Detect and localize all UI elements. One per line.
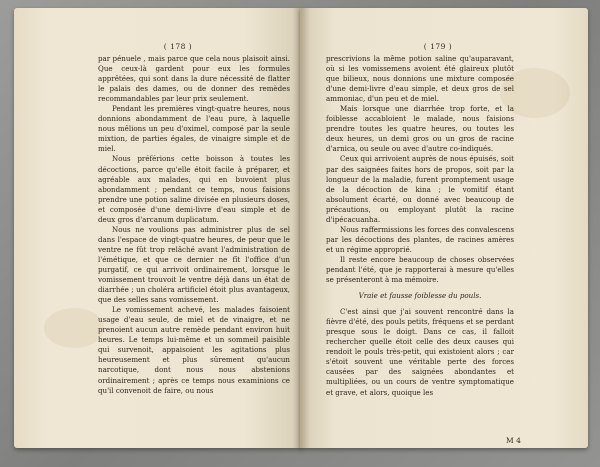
paragraph: Ceux qui arrivoient auprès de nous épuisés, soit par des saignées faites hors de propos, soit par la longueur de la maladie, furent promptement usage de la décoction de kina ; le vomitif étant absolument écarté, ou donné avec beaucoup de précautions, ou employant plutôt la racine d'ipécacuanha. bbox=[326, 154, 514, 224]
signature-mark: M 4 bbox=[506, 436, 521, 445]
section-title: Vraie et fausse foiblesse du pouls. bbox=[358, 291, 482, 301]
paragraph: C'est ainsi que j'ai souvent rencontré dans la fièvre d'été, des pouls petits, fréquens et se perdant presque sous le doigt. Dans ce cas, il falloit rechercher quelle étoit celle des deux causes qui rendoit le pouls très-petit, qui existoient alors ; car s'étoit souvent une véritable perte des forces causées par des saignées abondantes et multipliées, ou un cours de ventre symptomatique et grave, et alors, quoique les bbox=[326, 307, 514, 397]
paragraph: Nous raffermissions les forces des convalescens par les décoctions des plantes, de racines amères et un régime approprié. bbox=[326, 224, 514, 254]
right-page-text bbox=[326, 54, 514, 398]
paragraph: Mais lorsque une diarrhée trop forte, et la foiblesse accabloient le malade, nous faisions prendre toutes les quatre heures, ou toutes les deux heures, un demi gros ou un gros de racine d'arnica, ou seule ou avec d'autre co-indiqués. bbox=[326, 104, 514, 154]
paragraph: par pénuele , mais parce que cela nous plaisoit ainsi. Que ceux-là gardent pour eux les formules apprêtées, qui sont dans la dure nécessité de flatter le palais des dames, ou de donner des remèdes recommandables par leur prix seulement. bbox=[98, 54, 290, 104]
left-page-text bbox=[98, 54, 290, 396]
paragraph: Il reste encore beaucoup de choses observées pendant l'été, que je rapporterai à mesure qu'elles se présenteront à ma mémoire. bbox=[326, 254, 514, 285]
paragraph: Pendant les premières vingt-quatre heures, nous donnions abondamment de l'eau pure, à laquelle nous mêlions un peu d'oximel, composé par la seule mixtion, de parties égales, de vinaigre simple et de miel. bbox=[98, 104, 290, 154]
left-page bbox=[14, 8, 302, 448]
paragraph: Nous ne voulions pas administrer plus de sel dans l'espace de vingt-quatre heures, de peur que le ventre ne fût trop relâché avant l'administration de l'émétique, et que ce dernier ne fît l'office d'un purgatif, ce qui arrivoit ordinairement, lorsque le vomissement trouvoit le ventre déjà dans un état de diarrhée ; un choléra artificiel étoit plus avantageux, que des selles sans vomissement. bbox=[98, 224, 290, 305]
paragraph: prescrivions la même potion saline qu'auparavant, où si les vomissemens avoient été glaireux plutôt que bilieux, nous donnions une mixture composée d'une demi-livre d'eau simple, et deux gros de sel ammoniac, d'un peu et de miel. bbox=[326, 54, 514, 104]
right-page bbox=[300, 8, 588, 448]
right-page-number: ( 179 ) bbox=[423, 42, 453, 51]
open-book bbox=[14, 8, 586, 454]
paragraph: Le vomissement achevé, les malades faisoient usage d'eau seule, de miel et de vinaigre, et ne prenoient aucun autre remède pendant environ huit heures. Le temps lui-même et un sommeil paisible qui survenoit, appaisoient les agitations plus heureusement et plus sûrement qu'aucun narcotique, dont nous nous abstenions ordinairement ; après ce temps nous examinions ce qu'il convenoit de faire, ou nous bbox=[98, 305, 290, 395]
paragraph: Nous préférions cette boisson à toutes les décoctions, parce qu'elle étoit facile à préparer, et agréable aux malades, qui en buvoient plus abondamment ; pendant ce temps, nous faisions prendre une potion saline divisée en plusieurs doses, et composée d'une demi-livre d'eau simple et de deux gros d'arcanum duplicatum. bbox=[98, 154, 290, 224]
left-page-number: ( 178 ) bbox=[163, 42, 193, 51]
